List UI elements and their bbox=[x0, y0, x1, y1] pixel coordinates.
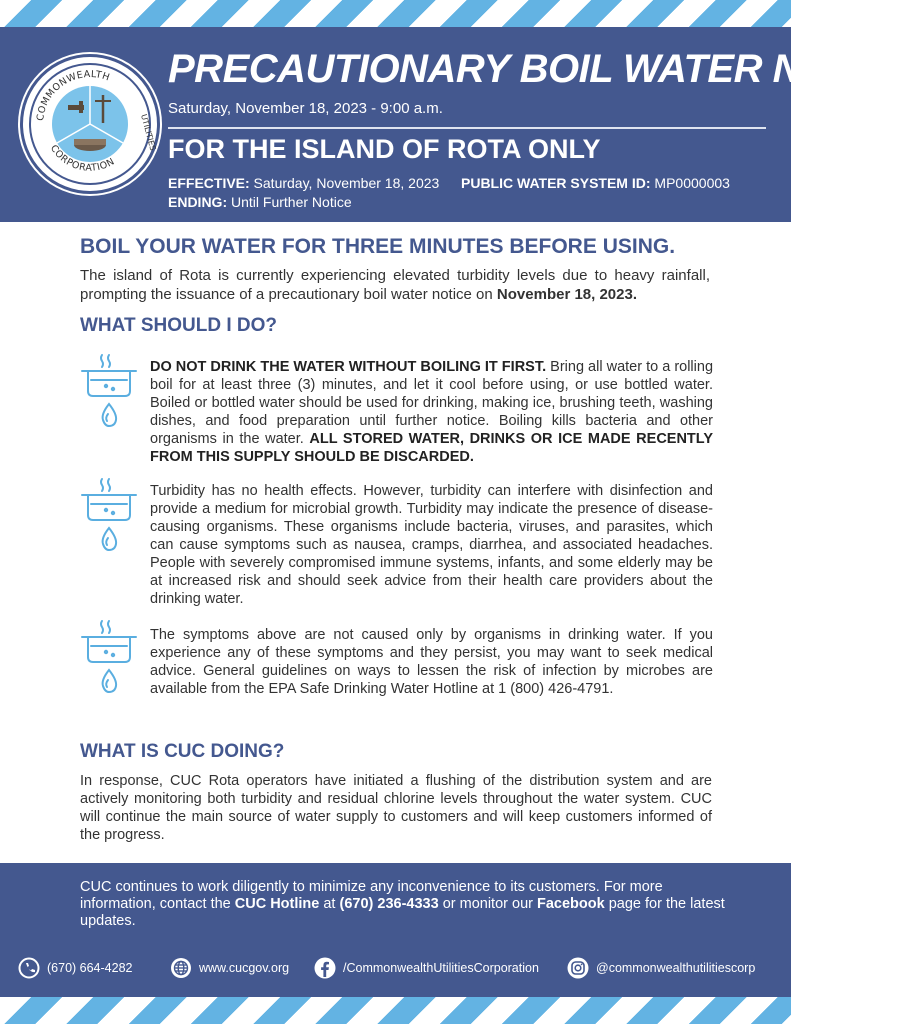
effective-value: Saturday, November 18, 2023 bbox=[249, 175, 440, 191]
notice-subtitle: FOR THE ISLAND OF ROTA ONLY bbox=[168, 134, 601, 164]
instagram-icon bbox=[567, 957, 589, 979]
instruction-turbidity: Turbidity has no health effects. However, turbidity can interfere with disinfection and provide a medium for microbial growth. Turbidity may indicate the presence of disease-causing organisms. These organisms include bacteria, viruses, and parasites, which can cause symptoms such as nausea, cramps, diarrhea, and associated headaches. People with severely compromised immune systems, infants, and some elderly may be at increased risk and should seek advice from their health care providers about the drinking water. bbox=[150, 483, 713, 607]
facebook-label: Facebook bbox=[537, 896, 605, 912]
top-stripe-border bbox=[0, 0, 791, 27]
public-water-system-id bbox=[461, 175, 730, 191]
effective-label: EFFECTIVE: bbox=[168, 175, 250, 191]
instruction-boil-water bbox=[150, 358, 713, 466]
footer-text-2: at bbox=[319, 896, 340, 912]
boiling-pot-icon bbox=[78, 352, 140, 432]
cuc-logo bbox=[20, 54, 160, 194]
phone-number: (670) 664-4282 bbox=[47, 961, 133, 975]
instruction-1-bold-tail: ALL STORED WATER, DRINKS OR ICE MADE RECENTLY FROM THIS SUPPLY SHOULD BE DISCARDED. bbox=[150, 431, 713, 465]
header-divider bbox=[168, 127, 766, 129]
cuc-actions-paragraph: In response, CUC Rota operators have initiated a flushing of the distribution system and are actively monitoring both turbidity and residual chlorine levels throughout the water system. CUC will continue the main source of water supply to customers and will keep customers informed of the progress. bbox=[80, 773, 712, 843]
intro-date: November 18, 2023. bbox=[496, 286, 638, 303]
notice-dateline: Saturday, November 18, 2023 - 9:00 a.m. bbox=[168, 100, 443, 117]
logo-text-top: COMMONWEALTH bbox=[35, 68, 112, 122]
intro-paragraph bbox=[80, 266, 710, 304]
contact-bar bbox=[18, 953, 778, 983]
instruction-symptoms: The symptoms above are not caused only by organisms in drinking water. If you experience any of these symptoms and they persist, you may want to seek medical advice. General guidelines on ways to lessen the risk of infection by microbes are available from the EPA Safe Drinking Water Hotline at 1 (800) 426-4791. bbox=[150, 627, 713, 697]
pwsid-label: PUBLIC WATER SYSTEM ID: bbox=[461, 175, 651, 191]
hotline-label: CUC Hotline bbox=[234, 896, 320, 912]
footer-message bbox=[80, 879, 730, 930]
notice-header bbox=[0, 27, 921, 222]
facebook-icon bbox=[314, 957, 336, 979]
phone-contact[interactable] bbox=[18, 953, 132, 983]
boiling-pot-icon bbox=[78, 618, 140, 698]
notice-title: PRECAUTIONARY BOIL WATER NOTICE bbox=[168, 47, 921, 91]
website-contact[interactable] bbox=[170, 953, 289, 983]
logo-text-bottom: CORPORATION bbox=[47, 143, 117, 174]
intro-text: The island of Rota is currently experiencing elevated turbidity levels due to heavy rainfall, prompting the issuance of a precautionary boil water notice on bbox=[80, 267, 710, 303]
ending-date bbox=[168, 194, 352, 210]
what-should-i-do-heading: WHAT SHOULD I DO? bbox=[80, 315, 278, 336]
facebook-contact[interactable] bbox=[314, 953, 539, 983]
logo-text-right: UTILITIES bbox=[139, 113, 157, 152]
phone-icon bbox=[18, 957, 40, 979]
instagram-handle: @commonwealthutilitiescorp bbox=[596, 961, 756, 975]
what-is-cuc-doing-heading: WHAT IS CUC DOING? bbox=[80, 741, 285, 762]
website-url: www.cucgov.org bbox=[199, 961, 290, 975]
globe-icon bbox=[170, 957, 192, 979]
contact-footer bbox=[0, 863, 791, 997]
footer-text-3: or monitor our bbox=[438, 896, 537, 912]
hotline-number[interactable]: (670) 236-4333 bbox=[339, 896, 439, 912]
facebook-handle: /CommonwealthUtilitiesCorporation bbox=[343, 961, 539, 975]
ending-value: Until Further Notice bbox=[227, 194, 352, 210]
footer-text-1: CUC continues to work diligently to minimize any inconvenience to its customers. For more information, contact the bbox=[80, 879, 663, 912]
bottom-stripe-border bbox=[0, 997, 791, 1024]
pwsid-value: MP0000003 bbox=[650, 175, 730, 191]
main-heading: BOIL YOUR WATER FOR THREE MINUTES BEFORE USING. bbox=[80, 235, 676, 258]
boiling-pot-icon bbox=[78, 476, 140, 556]
instruction-1-text: Bring all water to a rolling boil for at least three (3) minutes, and let it cool before using, or use bottled water. Boiled or bottled water should be used for drinking, making ice, brushing teeth, washing dishes, and food preparation until further notice. Boiling kills bacteria and other organisms in the water. bbox=[150, 359, 714, 447]
instruction-1-bold-lead: DO NOT DRINK THE WATER WITHOUT BOILING IT FIRST. bbox=[150, 359, 547, 375]
ending-label: ENDING: bbox=[168, 194, 228, 210]
effective-date bbox=[168, 175, 439, 191]
footer-text-4: page for the latest updates. bbox=[80, 896, 725, 929]
instagram-contact[interactable] bbox=[567, 953, 755, 983]
